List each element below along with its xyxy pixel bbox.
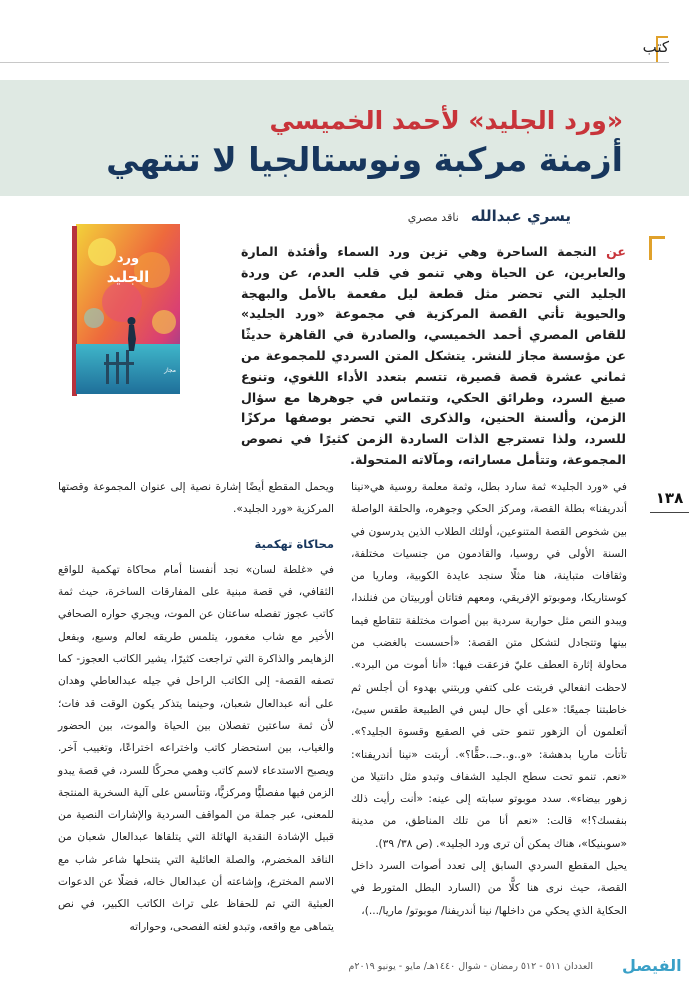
byline bbox=[408, 207, 571, 225]
article-column-left bbox=[58, 476, 334, 950]
lead-bracket bbox=[649, 236, 665, 260]
book-cover-image bbox=[72, 222, 184, 398]
body-paragraph: في «ورد الجليد» ثمة سارد بطل، وثمة معلمة روسية هي«نينا أندريفنا» بطلة القصة، ومركز الحكي وجوهره، والحلقة الواصلة بين شخوص القصة المتنوعين، أولئك الطلاب الذين يدرسون في السنة الأولى في روسيا، والقادمون من جنسيات مختلفة، وثقافات متباينة، هنا مثلًا سنجد عايدة الكوبية، وماريا من كوستاريكا، وموبوتو الإفريقي، ومعهم فتاتان أوربيتان من فنلندا، ويبدو النص مثل حوارية سردية بين أصوات مختلفة تتقاطع فيما بينها وتتجادل لتشكل متن القصة: «أحسست بالغضب من محاولة إثارة العطف عليّ فزعقت فيها: «أنا أموت من البرد». لاحظت انفعالي فربتت على كتفي وربتني بهدوء أن أجلس ثم خاطبتنا جميعًا: «على أي حال ليس في الطبيعة طقس سيئ، أتعلمون أن الزهور تنمو حتى في الصقيع وقسوة الجليد؟». تأتأت ماريا بدهشة: «و..و..حـ..حقًّا؟». أربتت «نينا أندريفنا»: «نعم. تنمو تحت سطح الجليد الشفاف وتبدو مثل دانتيلا من زهور بيضاء». سدد موبوتو سبابته إلى عينه: «أنت رأيت ذلك بنفسك؟!» قالت: «نعم أنا من تلك المناطق، من مدينة «سوبنيكا»، هناك يمكن أن ترى ورد الجليد». (ص ٣٨/ ٣٩). bbox=[351, 481, 627, 850]
lead-paragraph bbox=[241, 242, 626, 471]
page-number: ١٣٨ bbox=[655, 489, 684, 507]
lead-first-word: عن bbox=[606, 244, 626, 259]
lead-text: النجمة الساحرة وهي تزين ورد السماء وأفئدة المارة والعابرين، عن الحياة وهي تنمو في قلب العدم، عن وردة الجليد التي تحضر مثل قطعة ليل مفعمة بالأمل والبهجة والحيوية تأتي القصة المركزية في مجموعة «ورد الجليد» للقاص المصري أحمد الخميسي، والصادرة في القاهرة حديثًا عن مؤسسة مجاز للنشر. يتشكل المتن السردي للمجموعة من ثماني عشرة قصة قصيرة، تتسم بتعدد الأداء اللغوي، وتنوع صيغ السرد، وطرائق الحكي، وتتماس في جوهرها مع سؤال الزمن، وألسنة الحنين، والذكرى التي تحضر بوصفها مركزًا للسرد، ولذا تسترجع الذات الساردة الزمن كثيرًا في نصوص المجموعة، وتتأمل مساراته، ومآلاته المتحولة. bbox=[241, 244, 626, 467]
page-number-divider bbox=[650, 512, 689, 513]
section-divider bbox=[0, 62, 669, 63]
body-paragraph: ويحمل المقطع أيضًا إشارة نصية إلى عنوان المجموعة وقصتها المركزية «ورد الجليد». bbox=[58, 481, 334, 516]
magazine-logo: الفيصل bbox=[622, 956, 682, 975]
author-name: يسري عبدالله bbox=[470, 207, 571, 225]
section-subheading: محاكاة تهكمية bbox=[254, 536, 334, 551]
body-paragraph: في «غلطة لسان» نجد أنفسنا أمام محاكاة تهكمية للواقع الثقافي، في قصة مبنية على المفارقات الساخرة، حيث ثمة كاتب عجوز تفصله ساعتان عن الموت، ويجري حواره الصحافي الأخير مع شاب مغمور، يتلمس طريقه لعالم وسيع، وبفعل الزهايمر والذاكرة التي تراجعت كثيرًا، يشير الكاتب العجوز- كما تصفه القصة- إلى الكاتب الراحل في جيله عبدالعاطي وهدان على أنه عبدالعال شعبان، وحينما يتذكر يكون الوقت قد فات؛ لأن ثمة ساعتين تفصلان بين الحياة والموت، بين الحضور والغياب، بين استحضار كاتب واختراعه اختراعًا، وتغييب آخر. ويصبح الاستدعاء لاسم كاتب وهمي محركًا للسرد، في قصة يبدو الزمن فيها مفصليًّا ومركزيًّا، وتتأسس على آلية السخرية المنتجة للمعنى، عبر جملة من المواقف السردية والإشارات النصية من قبيل الإشادة النقدية الهائلة التي يتلقاها عبدالعال شعبان من الناقد المخضرم، والصلة العائلية التي يتنحلها شاعر شاب مع الاسم المخترع، وإشاعته أن عبدالعال خاله، فضلًا عن الدعوات العبثية التي تم للحفاظ على تراث الكاتب الكبير، في نص يتماهى مع واقعه، وتبدو لغته الفصحى، وحواراته bbox=[58, 563, 334, 933]
issue-info: العددان ٥١١ - ٥١٢ رمضان - شوال ١٤٤٠هـ/ مايو - يونيو ٢٠١٩م bbox=[348, 961, 593, 972]
svg-text:الجليد: الجليد bbox=[106, 268, 150, 286]
svg-text:ورد: ورد bbox=[116, 251, 140, 266]
article-title: أزمنة مركبة ونوستالجيا لا تنتهي bbox=[106, 140, 623, 179]
article-column-right bbox=[351, 476, 627, 922]
section-label: كتب bbox=[642, 38, 669, 56]
svg-text:مجاز: مجاز bbox=[164, 367, 176, 374]
body-paragraph: يحيل المقطع السردي السابق إلى تعدد أصوات السرد داخل القصة، حيث نرى هنا كلًّا من (السارد البطل المتورط في الحكاية الذي يحكي من داخلها/ نينا أندريفنا/ موبوتو/ ماريا/...)، bbox=[351, 860, 627, 917]
author-role: ناقد مصري bbox=[407, 211, 459, 224]
article-subtitle: «ورد الجليد» لأحمد الخميسي bbox=[269, 106, 623, 135]
